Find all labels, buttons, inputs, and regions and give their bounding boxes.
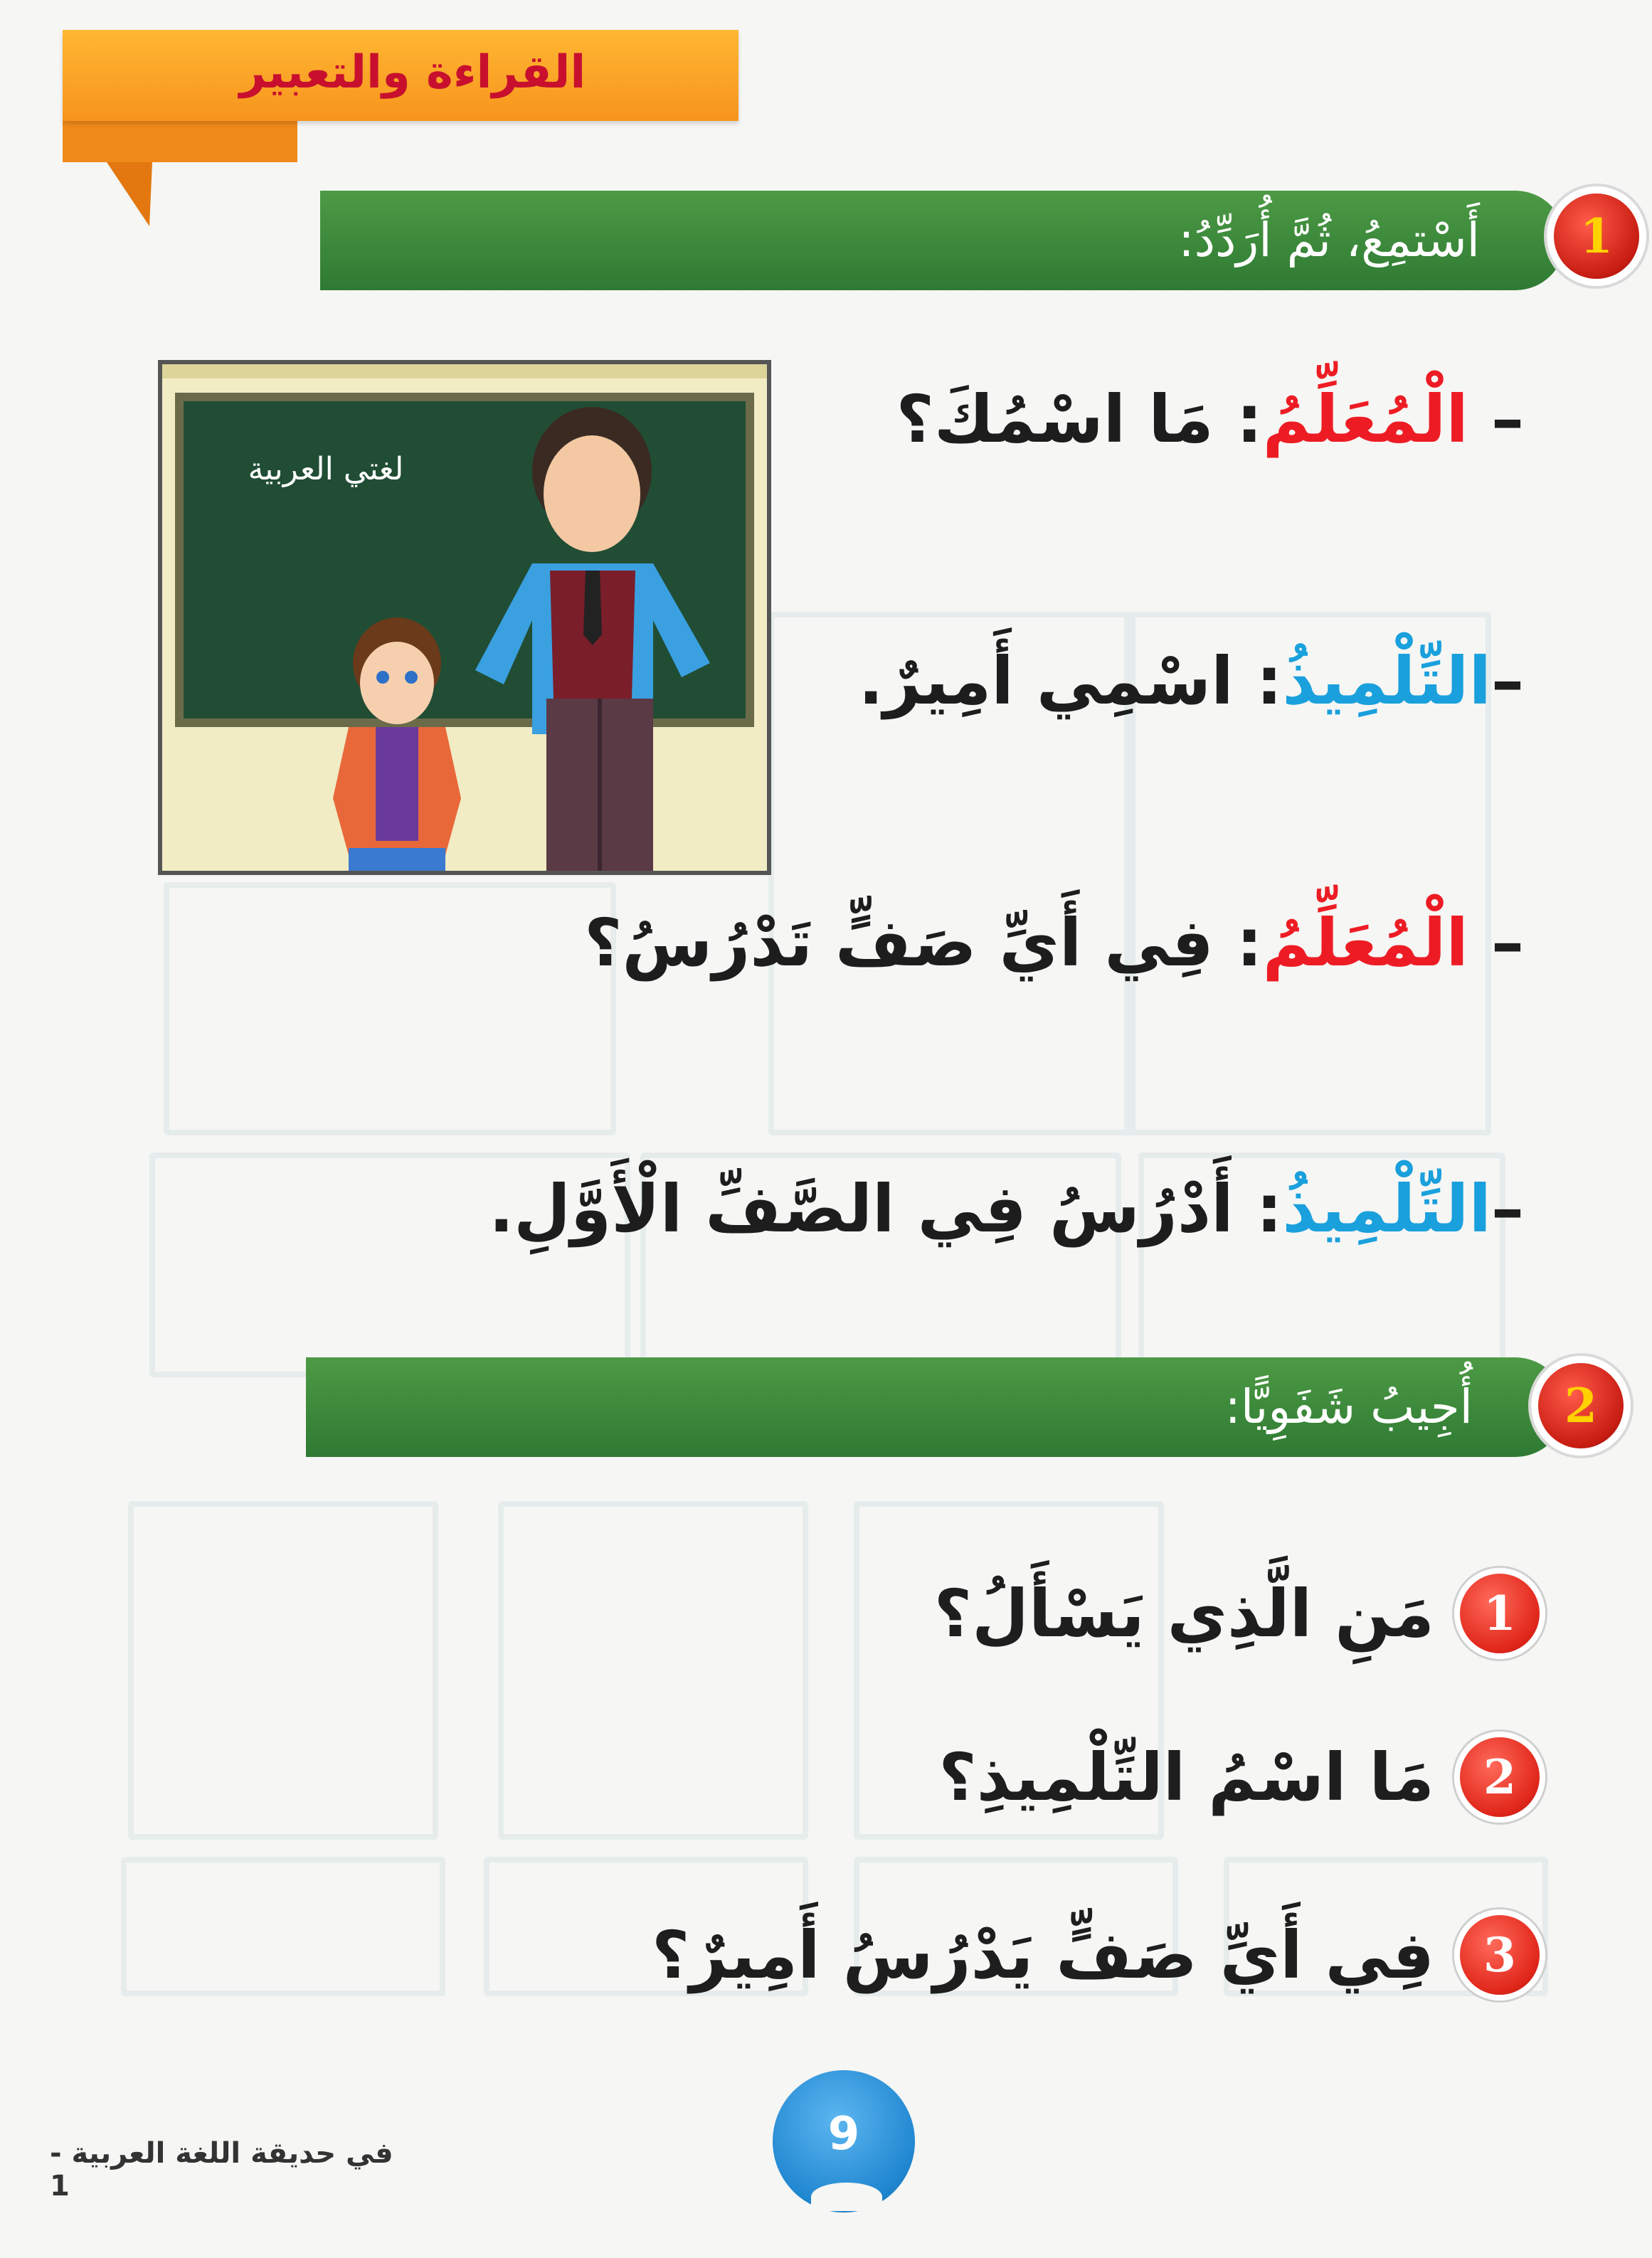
speaker-student: التِّلْمِيذُ [1282,1171,1491,1247]
question-number: 2 [1454,1732,1545,1823]
section2-number: 2 [1531,1356,1631,1456]
dialogue-dash: – [1468,381,1524,457]
ribbon-tip [107,162,152,226]
question-1 [934,1564,1545,1663]
dialogue-line-3 [584,905,1524,981]
question-text: فِي أَيِّ صَفٍّ يَدْرُسُ أَمِيرٌ؟ [651,1917,1434,1993]
question-text: مَنِ الَّذِي يَسْأَلُ؟ [933,1575,1434,1652]
dialogue-dash: – [1491,1171,1524,1247]
question-number: 3 [1454,1909,1545,2000]
book-title-footer: في حديقة اللغة العربية - 1 [50,2137,393,2203]
ribbon-fold [63,121,297,162]
dialogue-text: : أَدْرُسُ فِي الصَّفِّ الْأَوَّلِ. [489,1171,1283,1247]
dialogue-line-2 [859,643,1524,719]
speaker-teacher: الْمُعَلِّمُ [1262,905,1468,981]
classroom-illustration [158,360,771,875]
page-title: القراءة والتعبير [239,46,586,99]
speaker-teacher: الْمُعَلِّمُ [1262,381,1468,457]
board-text: لغتي العربية [248,451,404,487]
page-badge-notch [811,2183,882,2211]
dialogue-line-1 [896,381,1525,457]
section1-instruction: أَسْتمِعُ، ثُمَّ أُرَدِّدُ: [1178,213,1480,267]
teacher-student-image [162,364,767,871]
dialogue-dash: – [1468,905,1524,981]
speaker-student: التِّلْمِيذُ [1282,643,1491,719]
dialogue-text: : مَا اسْمُكَ؟ [896,381,1263,457]
section1-number: 1 [1547,186,1646,286]
dialogue-text: : اسْمِي أَمِيرٌ. [858,643,1283,719]
section2-instruction: أُجِيبُ شَفَوِيًّا: [1224,1379,1473,1434]
dialogue-line-4 [489,1171,1524,1247]
question-number: 1 [1454,1568,1545,1659]
dialogue-text: : فِي أَيِّ صَفٍّ تَدْرُسُ؟ [584,905,1263,981]
question-text: مَا اسْمُ التِّلْمِيذِ؟ [938,1739,1434,1816]
dialogue-dash: – [1491,643,1524,719]
question-2 [938,1727,1545,1827]
question-3 [652,1905,1545,2005]
page-number-badge: 9 [773,2070,915,2212]
